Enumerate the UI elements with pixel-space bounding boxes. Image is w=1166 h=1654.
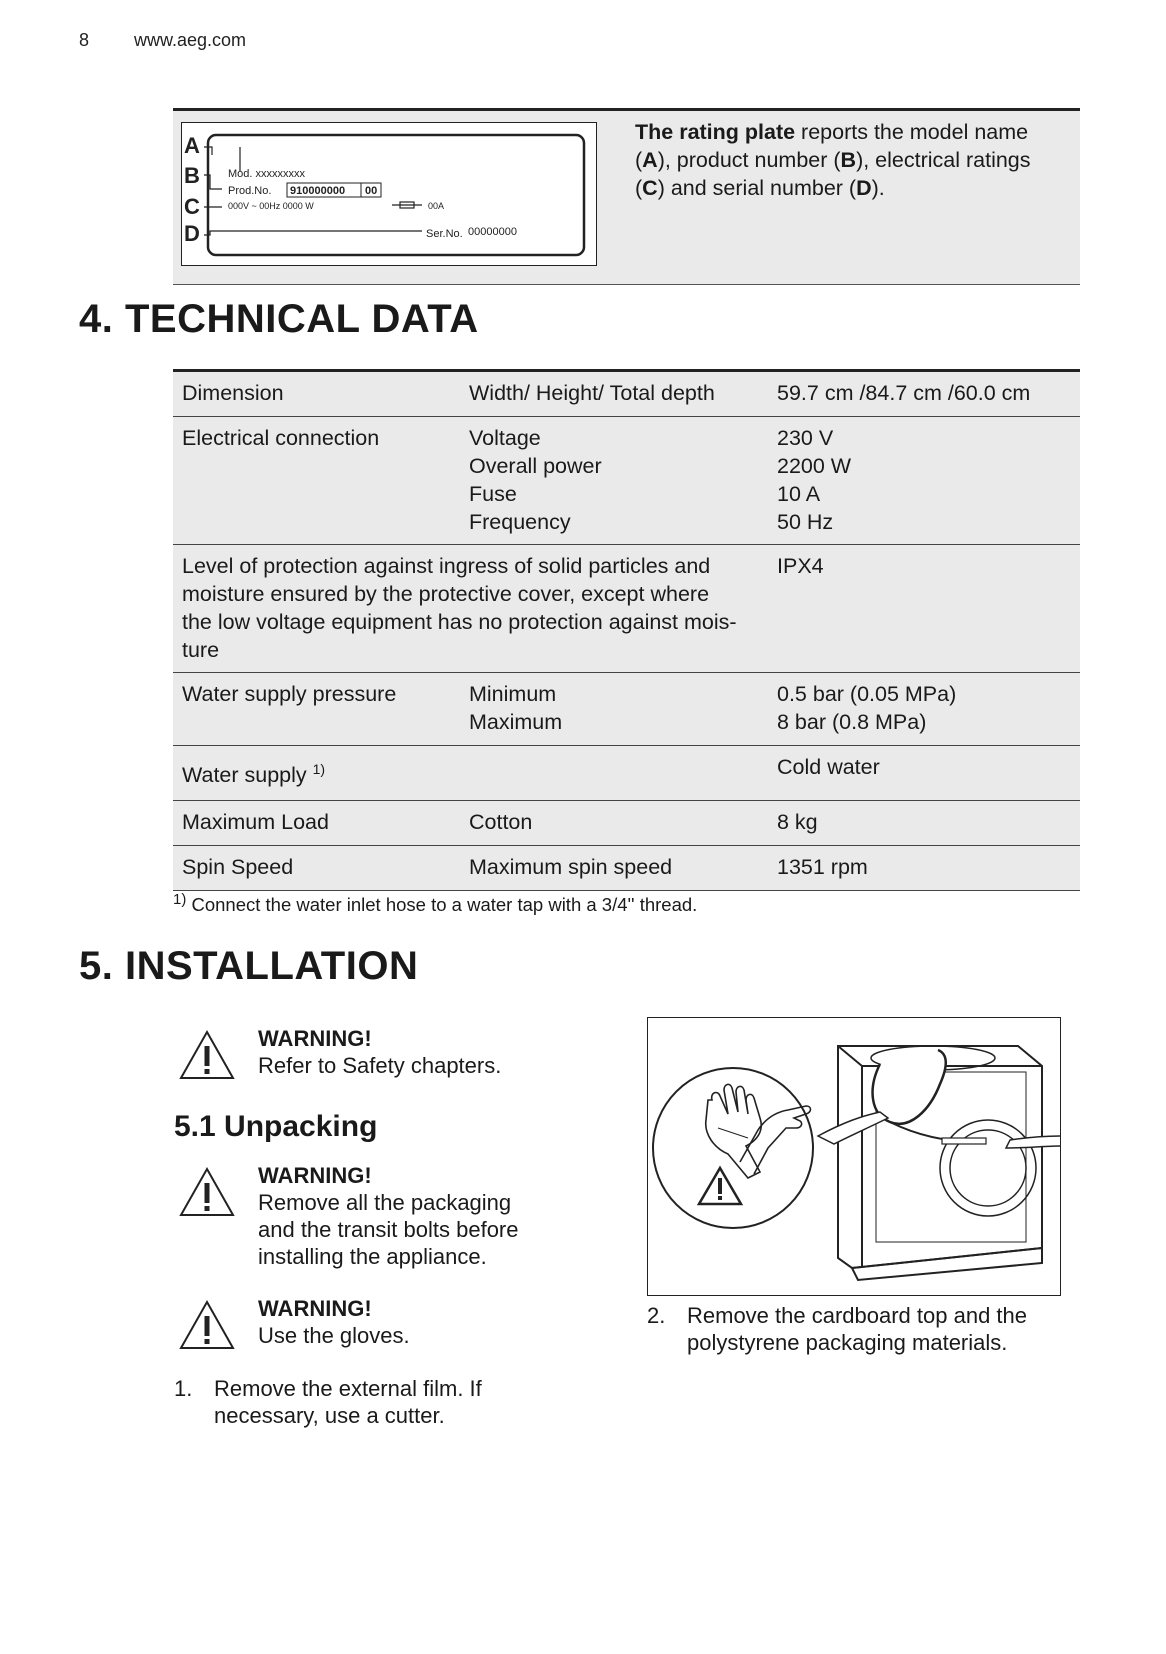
- table-row: [173, 846, 1080, 891]
- table-cell: Fuse: [469, 482, 517, 506]
- table-cell: moisture ensured by the protective cover, except where: [182, 582, 710, 606]
- table-cell: IPX4: [777, 554, 824, 578]
- table-row: [173, 746, 1080, 801]
- table-cell: the low voltage equipment has no protection against mois-: [182, 610, 737, 634]
- table-cell: Cold water: [777, 755, 880, 779]
- website-url: www.aeg.com: [134, 30, 247, 50]
- warning-title: WARNING!: [258, 1163, 372, 1188]
- rating-plate-diagram: [181, 122, 597, 266]
- warning-text: Remove all the packaging: [258, 1190, 512, 1215]
- table-cell: ture: [182, 638, 220, 662]
- rating-plate-description: [635, 118, 1065, 202]
- plate-model: Mod. xxxxxxxxx: [228, 168, 306, 180]
- plate-prod-suffix: 00: [365, 185, 378, 197]
- table-cell: 2200 W: [777, 454, 852, 478]
- plate-ser-number: 00000000: [468, 226, 517, 238]
- rating-plate-line: reports the model name: [795, 120, 1029, 144]
- table-row: [173, 372, 1080, 417]
- step-number: 2.: [647, 1303, 666, 1328]
- table-footnote: [173, 890, 698, 916]
- rating-plate-line: (C) and serial number (D).: [635, 176, 885, 200]
- plate-ser-label: Ser.No.: [426, 228, 463, 240]
- table-row: [173, 417, 1080, 545]
- table-cell: 8 kg: [777, 810, 818, 834]
- table-cell: Water supply: [182, 763, 313, 787]
- technical-data-table: [173, 369, 1080, 891]
- fuse-icon: [392, 202, 422, 208]
- plate-prod-number: 910000000: [290, 185, 346, 197]
- table-cell: Maximum spin speed: [469, 855, 673, 879]
- plate-letter-a: A: [184, 133, 200, 158]
- table-cell: Maximum Load: [182, 810, 329, 834]
- washing-machine-illustration: [648, 1018, 1060, 1295]
- step-number: 1.: [174, 1376, 193, 1401]
- table-cell: 8 bar (0.8 MPa): [777, 710, 927, 734]
- step-text: Remove the cardboard top and the: [687, 1303, 1028, 1328]
- page-number: 8: [79, 30, 90, 50]
- table-cell: 10 A: [777, 482, 821, 506]
- unpacking-illustration: [647, 1017, 1061, 1296]
- table-cell: Overall power: [469, 454, 602, 478]
- warning-text: and the transit bolts before: [258, 1217, 519, 1242]
- table-cell: Electrical connection: [182, 426, 380, 450]
- section-title-technical-data: 4. TECHNICAL DATA: [79, 297, 479, 341]
- section-title-installation: 5. INSTALLATION: [79, 944, 419, 988]
- plate-ratings: 000V ~ 00Hz 0000 W: [228, 201, 314, 211]
- table-cell: 0.5 bar (0.05 MPa): [777, 682, 957, 706]
- table-cell: Cotton: [469, 810, 533, 834]
- warning-gloves: [258, 1295, 410, 1349]
- warning-safety: [258, 1025, 501, 1079]
- plate-letter-d: D: [184, 221, 200, 246]
- warning-icon: [178, 1029, 236, 1081]
- table-row: [173, 545, 1080, 673]
- step-1: [174, 1375, 594, 1435]
- plate-letter-b: B: [184, 163, 200, 188]
- plate-letter-c: C: [184, 194, 200, 219]
- subsection-title-unpacking: 5.1 Unpacking: [174, 1110, 378, 1143]
- warning-text: installing the appliance.: [258, 1244, 487, 1269]
- table-cell: Frequency: [469, 510, 571, 534]
- table-cell: Spin Speed: [182, 855, 294, 879]
- warning-icon: [178, 1299, 236, 1351]
- rating-plate-line: (A), product number (B), electrical ratings: [635, 148, 1031, 172]
- footnote-marker: 1): [173, 890, 187, 908]
- table-cell: Level of protection against ingress of solid particles and: [182, 554, 711, 578]
- table-row: [173, 801, 1080, 846]
- table-cell: 59.7 cm /84.7 cm /60.0 cm: [777, 381, 1031, 405]
- table-cell: 50 Hz: [777, 510, 834, 534]
- step-text: necessary, use a cutter.: [214, 1403, 445, 1428]
- plate-prod-label: Prod.No.: [228, 185, 272, 197]
- table-cell: Maximum: [469, 710, 563, 734]
- step-text: Remove the external film. If: [214, 1376, 482, 1401]
- rating-plate-drawing: [182, 123, 596, 265]
- table-cell: Dimension: [182, 381, 284, 405]
- table-cell: Voltage: [469, 426, 541, 450]
- step-2: [647, 1302, 1087, 1362]
- warning-packaging: [258, 1162, 519, 1270]
- warning-text: Use the gloves.: [258, 1323, 410, 1348]
- table-cell: 230 V: [777, 426, 834, 450]
- table-cell: Width/ Height/ Total depth: [469, 381, 715, 405]
- footnote-text: Connect the water inlet hose to a water tap with a 3/4'' thread.: [186, 894, 698, 915]
- step-text: polystyrene packaging materials.: [687, 1330, 1008, 1355]
- table-row: [173, 673, 1080, 746]
- footnote-marker: 1): [312, 760, 326, 777]
- rating-plate-bold: The rating plate: [635, 120, 796, 144]
- table-cell: 1351 rpm: [777, 855, 868, 879]
- warning-icon: [178, 1166, 236, 1218]
- warning-title: WARNING!: [258, 1026, 372, 1051]
- table-cell: Minimum: [469, 682, 557, 706]
- warning-text: Refer to Safety chapters.: [258, 1053, 502, 1078]
- warning-title: WARNING!: [258, 1296, 372, 1321]
- plate-fuse: 00A: [428, 201, 445, 211]
- table-cell: Water supply pressure: [182, 682, 397, 706]
